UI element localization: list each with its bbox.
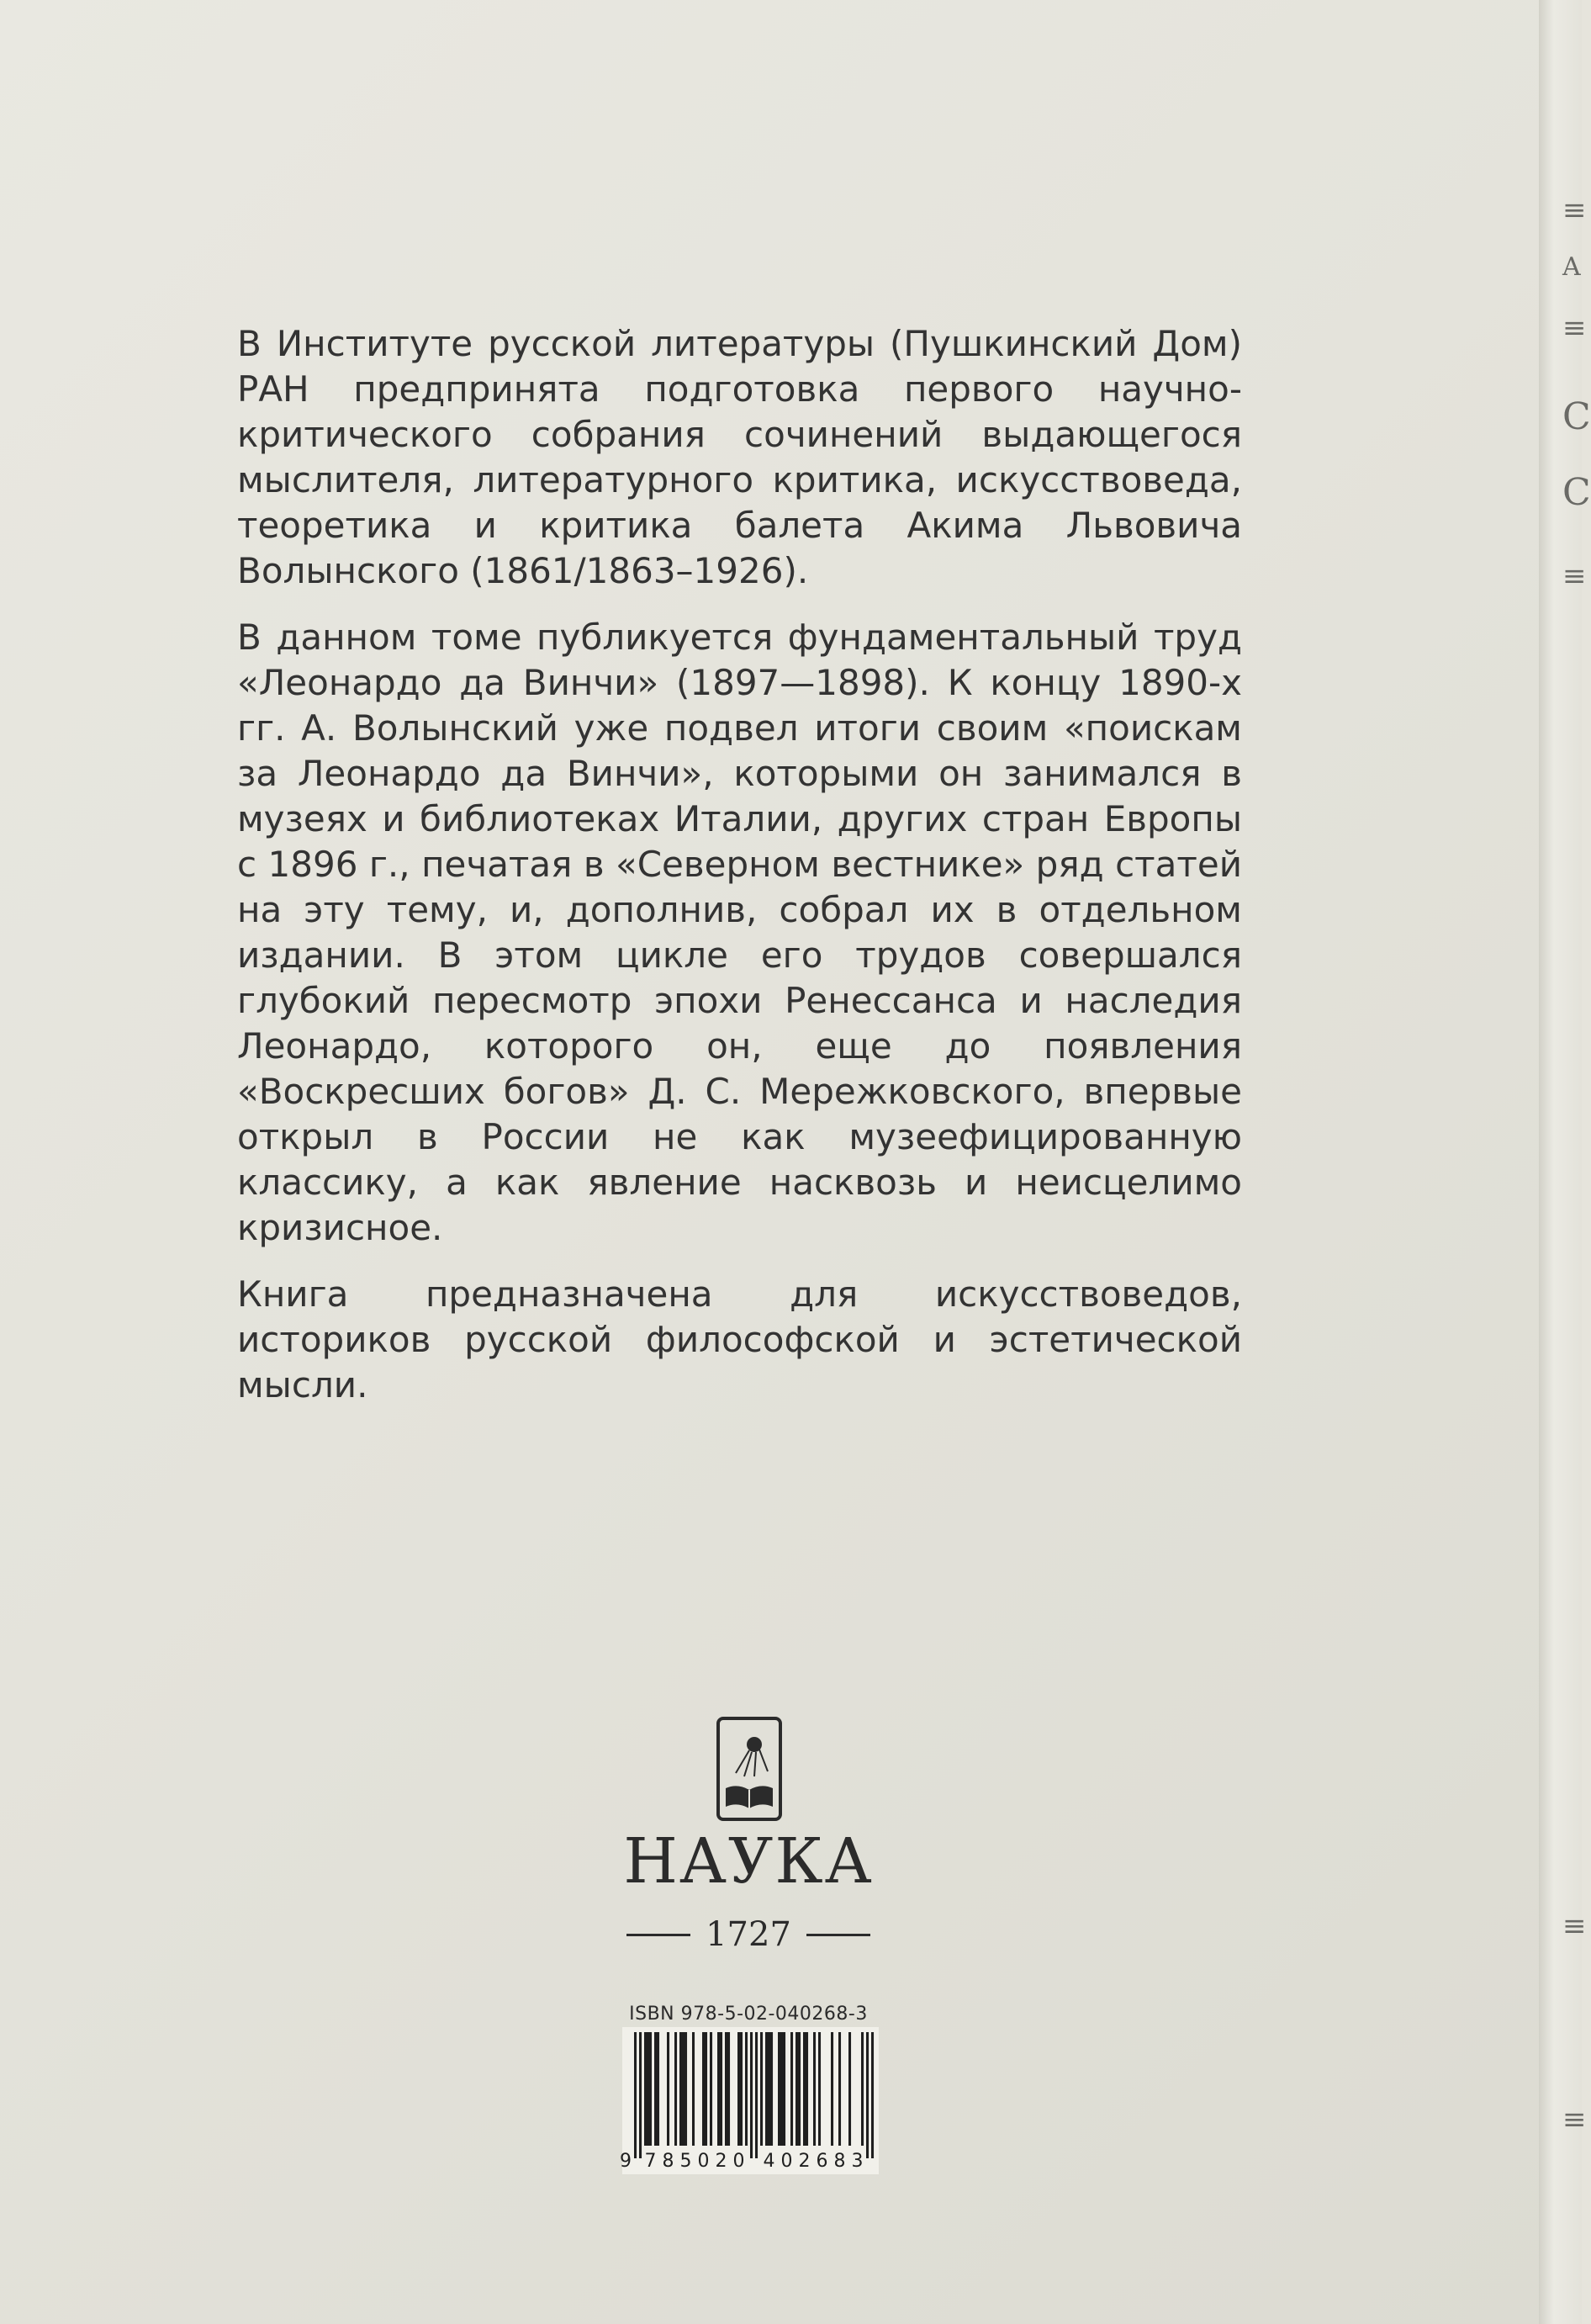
spine-letter-icon: С xyxy=(1562,395,1591,438)
barcode-bar xyxy=(679,2032,682,2146)
publisher-founding-year xyxy=(622,1909,875,1960)
barcode-bar xyxy=(770,2032,773,2146)
barcode-bar xyxy=(717,2032,720,2146)
spine-letter-icon: С xyxy=(1562,471,1591,514)
barcode-bar xyxy=(667,2032,669,2146)
barcode-bar xyxy=(760,2032,763,2146)
spine-edge xyxy=(1539,0,1591,2324)
barcode-bar xyxy=(657,2032,659,2146)
barcode-bar xyxy=(674,2032,677,2146)
barcode-digit: 3 xyxy=(851,2151,864,2172)
annotation-paragraph: В данном томе публикуется фундаментальный труд «Леонардо да Винчи» (1897—1898). К концу 1890-х гг. А. Волынский уже подвел итоги своим «поискам за Леонардо да Винчи», которыми он занимался в музеях и библиотеках Италии, других стран Европы с 1896 г., печатая в «Северном вестнике» ряд статей на эту тему, и, дополнив, собрал их в отдельном издании. В этом цикле его трудов совершался глубокий пересмотр эпохи Ренессанса и наследия Леонардо, которого он, еще до появления «Воскресших богов» Д. С. Мережковского, впервые открыл в России не как музеефицированную классику, а как явление насквозь и неисцелимо кризисное. xyxy=(237,617,1242,1248)
barcode-digit: 0 xyxy=(697,2151,710,2172)
divider xyxy=(806,1934,870,1936)
publisher-name: НАУКА xyxy=(623,1825,874,1898)
barcode-bar xyxy=(692,2032,695,2146)
barcode-bar xyxy=(778,2032,780,2146)
barcode-digit: 9 xyxy=(620,2151,632,2172)
barcode-bar xyxy=(803,2032,806,2146)
barcode-digit: 7 xyxy=(644,2151,657,2172)
divider xyxy=(626,1934,690,1936)
barcode-bar xyxy=(634,2032,637,2158)
spine-ornament-icon: ≡ xyxy=(1562,311,1587,345)
barcode-bar xyxy=(644,2032,647,2146)
barcode-digit: 5 xyxy=(679,2151,692,2172)
barcode-bar xyxy=(710,2032,712,2146)
barcode-bar xyxy=(647,2032,649,2146)
barcode-bar xyxy=(831,2032,833,2146)
spine-letter-icon: A xyxy=(1562,252,1581,282)
barcode-bar xyxy=(720,2032,722,2146)
barcode-digit: 6 xyxy=(816,2151,828,2172)
barcode-digit: 0 xyxy=(780,2151,793,2172)
annotation-paragraph: Книга предназначена для искусствоведов, историков русской философской и эстетической мысли. xyxy=(237,1273,1242,1406)
barcode-bar xyxy=(838,2032,841,2146)
barcode-digit: 8 xyxy=(833,2151,846,2172)
barcode-bar xyxy=(848,2032,851,2146)
spine-ornament-icon: ≡ xyxy=(1562,2103,1587,2136)
barcode-bar xyxy=(649,2032,652,2146)
barcode-bar xyxy=(818,2032,821,2146)
barcode-bar xyxy=(783,2032,785,2146)
barcode-bar xyxy=(806,2032,808,2146)
barcode-bar xyxy=(768,2032,770,2146)
barcode-digit: 0 xyxy=(732,2151,745,2172)
barcode-bar xyxy=(871,2032,874,2158)
isbn-barcode xyxy=(622,2027,879,2174)
barcode-bar xyxy=(727,2032,730,2146)
barcode-bar xyxy=(740,2032,743,2146)
spine-ornament-icon: ≡ xyxy=(1562,193,1587,227)
barcode-bar xyxy=(750,2032,753,2158)
barcode-bar xyxy=(765,2032,768,2146)
barcode-bar xyxy=(737,2032,740,2146)
barcode-digit: 2 xyxy=(715,2151,727,2172)
barcode-bar xyxy=(702,2032,705,2146)
barcode-digit: 8 xyxy=(662,2151,674,2172)
sputnik-book-emblem-icon xyxy=(716,1716,783,1822)
barcode-bar xyxy=(790,2032,793,2146)
spine-ornament-icon: ≡ xyxy=(1562,559,1587,593)
annotation-text xyxy=(237,321,1242,1429)
barcode-bar xyxy=(861,2032,864,2146)
barcode-bar xyxy=(796,2032,798,2146)
isbn-label: ISBN 978-5-02-040268-3 xyxy=(629,2004,868,2025)
spine-ornament-icon: ≡ xyxy=(1562,1909,1587,1943)
barcode-bar xyxy=(684,2032,687,2146)
annotation-paragraph: В Институте русской литературы (Пушкинский Дом) РАН предпринята подготовка первого научно-критического собрания сочинений выдающегося мыслителя, литературного критика, искусствоведа, теоретика и критика балета Акима Львовича Волынского (1861/1863–1926). xyxy=(237,323,1242,591)
barcode-digit: 2 xyxy=(798,2151,811,2172)
barcode-bar xyxy=(798,2032,801,2146)
barcode-bar xyxy=(755,2032,758,2158)
founding-year: 1727 xyxy=(706,1915,791,1954)
barcode-bar xyxy=(866,2032,869,2158)
barcode-bar xyxy=(705,2032,707,2146)
barcode-bar xyxy=(813,2032,816,2146)
barcode-bar xyxy=(725,2032,727,2146)
barcode-bar xyxy=(639,2032,642,2158)
barcode-digit: 4 xyxy=(763,2151,775,2172)
barcode-bar xyxy=(654,2032,657,2146)
barcode-bar xyxy=(745,2032,748,2146)
barcode-bar xyxy=(780,2032,783,2146)
barcode-bar xyxy=(682,2032,684,2146)
